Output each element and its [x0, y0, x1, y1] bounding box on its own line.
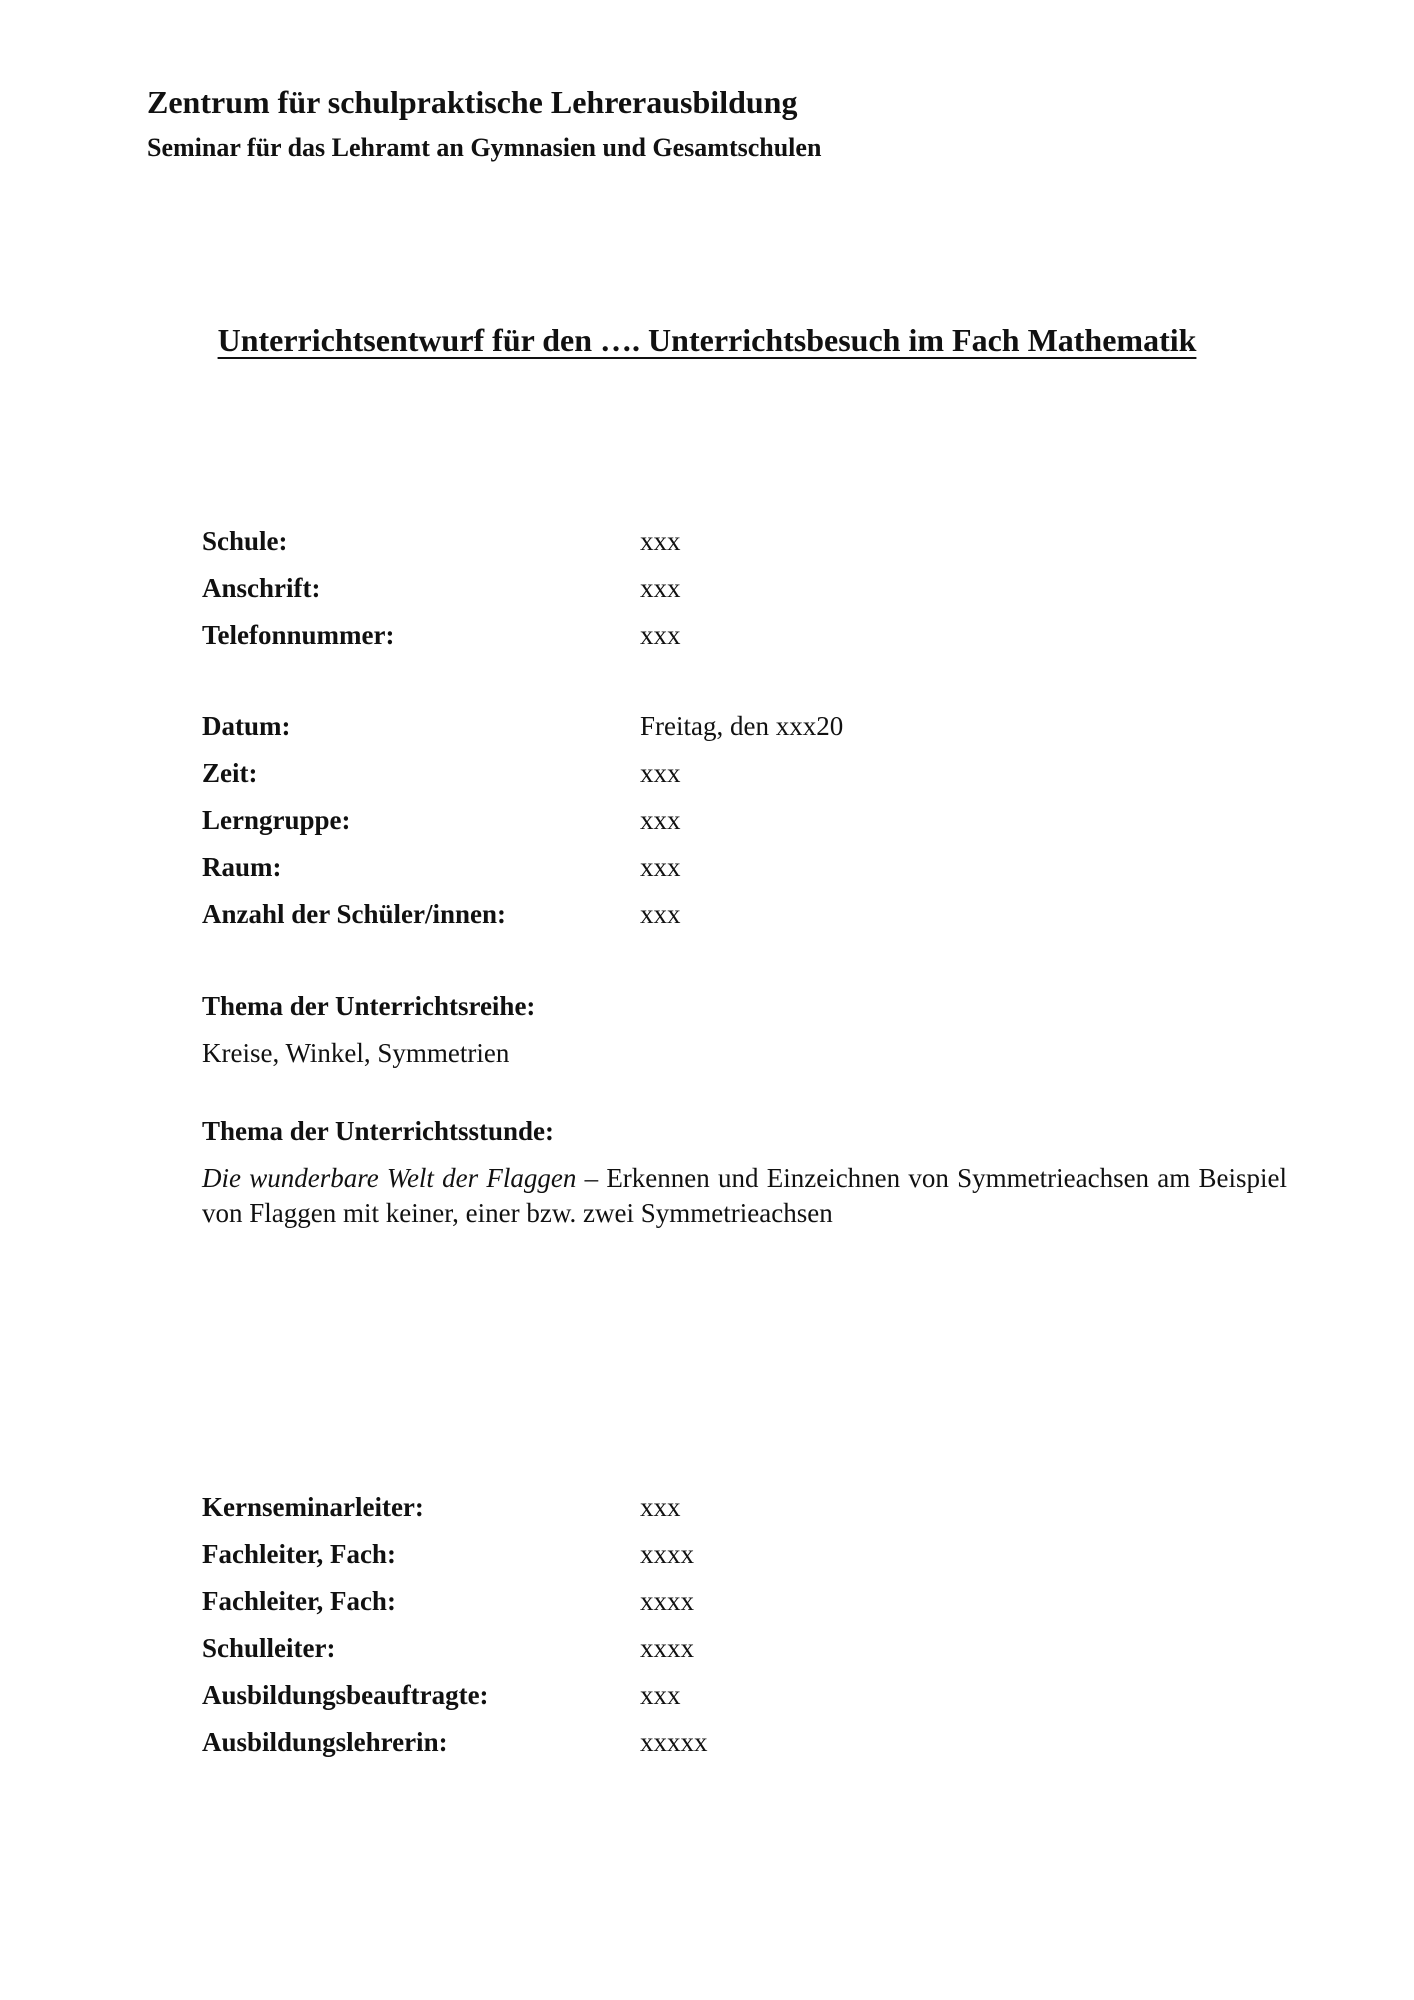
info-row-time: [202, 750, 1302, 797]
info-value: xxx: [640, 805, 681, 835]
staff-block: [202, 1484, 1302, 1766]
info-row-group: [202, 797, 1302, 844]
info-label: Lerngruppe:: [202, 805, 351, 835]
school-info-block: [202, 518, 1302, 659]
staff-row-principal: [202, 1625, 1302, 1672]
staff-label: Fachleiter, Fach:: [202, 1586, 396, 1616]
staff-value: xxxx: [640, 1539, 694, 1569]
info-label: Raum:: [202, 852, 282, 882]
info-label: Schule:: [202, 526, 288, 556]
lesson-topic-text: [202, 1161, 1287, 1231]
seminar-name: Seminar für das Lehramt an Gymnasien und Gesamtschulen: [147, 133, 822, 162]
lesson-topic-rest: – Erkennen und Einzeichnen von Symmetrieachsen am Beispiel von Flaggen mit keiner, einer bzw. zwei Symmetrieachsen: [202, 1163, 1287, 1228]
lesson-topic-italic: Die wunderbare Welt der Flaggen: [202, 1163, 577, 1193]
info-value: Freitag, den xxx20: [640, 711, 844, 741]
info-row-address: [202, 565, 1302, 612]
info-row-room: [202, 844, 1302, 891]
info-value: xxx: [640, 852, 681, 882]
staff-label: Schulleiter:: [202, 1633, 336, 1663]
series-topic-text: Kreise, Winkel, Symmetrien: [202, 1038, 510, 1068]
staff-value: xxxx: [640, 1633, 694, 1663]
info-label: Telefonnummer:: [202, 620, 395, 650]
document-title-container: [0, 320, 1414, 360]
staff-label: Ausbildungslehrerin:: [202, 1727, 448, 1757]
staff-row-training-teacher: [202, 1719, 1302, 1766]
institution-name: Zentrum für schulpraktische Lehrerausbildung: [147, 84, 798, 120]
document-title: Unterrichtsentwurf für den …. Unterrichtsbesuch im Fach Mathematik: [217, 322, 1197, 358]
info-value: xxx: [640, 620, 681, 650]
info-label: Zeit:: [202, 758, 258, 788]
info-row-date: [202, 703, 1302, 750]
lesson-topic-heading: Thema der Unterrichtsstunde:: [202, 1116, 554, 1146]
staff-row-training-officer: [202, 1672, 1302, 1719]
info-row-school: [202, 518, 1302, 565]
info-value: xxx: [640, 526, 681, 556]
series-topic-heading: Thema der Unterrichtsreihe:: [202, 991, 536, 1021]
staff-row-subject-leader-1: [202, 1531, 1302, 1578]
info-row-student-count: [202, 891, 1302, 938]
staff-label: Ausbildungsbeauftragte:: [202, 1680, 489, 1710]
staff-row-subject-leader-2: [202, 1578, 1302, 1625]
staff-label: Kernseminarleiter:: [202, 1492, 424, 1522]
info-value: xxx: [640, 573, 681, 603]
staff-value: xxxx: [640, 1586, 694, 1616]
info-label: Datum:: [202, 711, 291, 741]
info-label: Anzahl der Schüler/innen:: [202, 899, 507, 929]
staff-value: xxx: [640, 1680, 681, 1710]
lesson-info-block: [202, 703, 1302, 938]
staff-value: xxxxx: [640, 1727, 708, 1757]
info-row-phone: [202, 612, 1302, 659]
info-value: xxx: [640, 758, 681, 788]
staff-row-core-seminar-leader: [202, 1484, 1302, 1531]
staff-label: Fachleiter, Fach:: [202, 1539, 396, 1569]
info-value: xxx: [640, 899, 681, 929]
staff-value: xxx: [640, 1492, 681, 1522]
info-label: Anschrift:: [202, 573, 321, 603]
